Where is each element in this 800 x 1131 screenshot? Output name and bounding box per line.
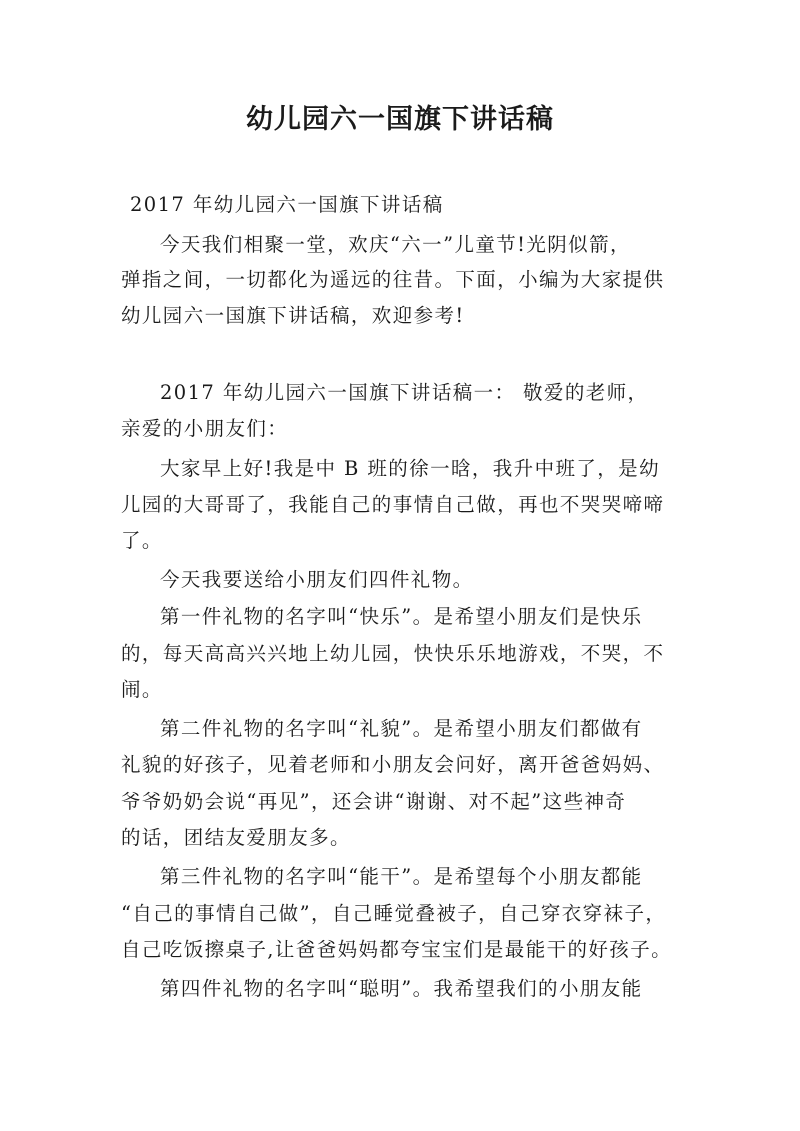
paragraph-line: 的话，团结友爱朋友多。: [121, 826, 351, 849]
paragraph-line: “自己的事情自己做”，自己睡觉叠被子，自己穿衣穿袜子，: [121, 902, 667, 925]
paragraph-line: 第二件礼物的名字叫“礼貌”。是希望小朋友们都做有: [160, 717, 643, 740]
paragraph-line: 第四件礼物的名字叫“聪明”。我希望我们的小朋友能: [160, 977, 643, 1000]
paragraph-line: 今天我要送给小朋友们四件礼物。: [160, 568, 474, 591]
paragraph-line: 自己吃饭擦桌子,让爸爸妈妈都夸宝宝们是最能干的好孩子。: [121, 938, 672, 961]
paragraph-line: 弹指之间，一切都化为遥远的往昔。下面，小编为大家提供: [121, 268, 665, 291]
subtitle-line: 2017 年幼儿园六一国旗下讲话稿: [130, 193, 444, 216]
paragraph-line: 第三件礼物的名字叫“能干”。是希望每个小朋友都能: [160, 865, 643, 888]
paragraph-line: 2017 年幼儿园六一国旗下讲话稿一： 敬爱的老师，: [160, 381, 649, 404]
paragraph-line: 第一件礼物的名字叫“快乐”。是希望小朋友们是快乐: [160, 605, 643, 628]
paragraph-line: 闹。: [121, 678, 163, 701]
document-title: 幼儿园六一国旗下讲话稿: [246, 104, 554, 135]
paragraph-line: 亲爱的小朋友们：: [121, 417, 289, 440]
paragraph-line: 大家早上好!我是中 B 班的徐一晗，我升中班了，是幼: [160, 457, 660, 480]
paragraph-line: 幼儿园六一国旗下讲话稿，欢迎参考!: [121, 304, 465, 327]
paragraph-line: 爷爷奶奶会说“再见”，还会讲“谢谢、对不起”这些神奇: [121, 790, 627, 813]
paragraph-line: 礼貌的好孩子，见着老师和小朋友会问好，离开爸爸妈妈、: [121, 753, 665, 776]
paragraph-line: 儿园的大哥哥了，我能自己的事情自己做，再也不哭哭啼啼: [121, 493, 665, 516]
paragraph-line: 的，每天高高兴兴地上幼儿园，快快乐乐地游戏，不哭，不: [121, 642, 665, 665]
paragraph-line: 今天我们相聚一堂，欢庆“六一”儿童节!光阴似箭，: [160, 233, 631, 256]
paragraph-line: 了。: [121, 529, 163, 552]
